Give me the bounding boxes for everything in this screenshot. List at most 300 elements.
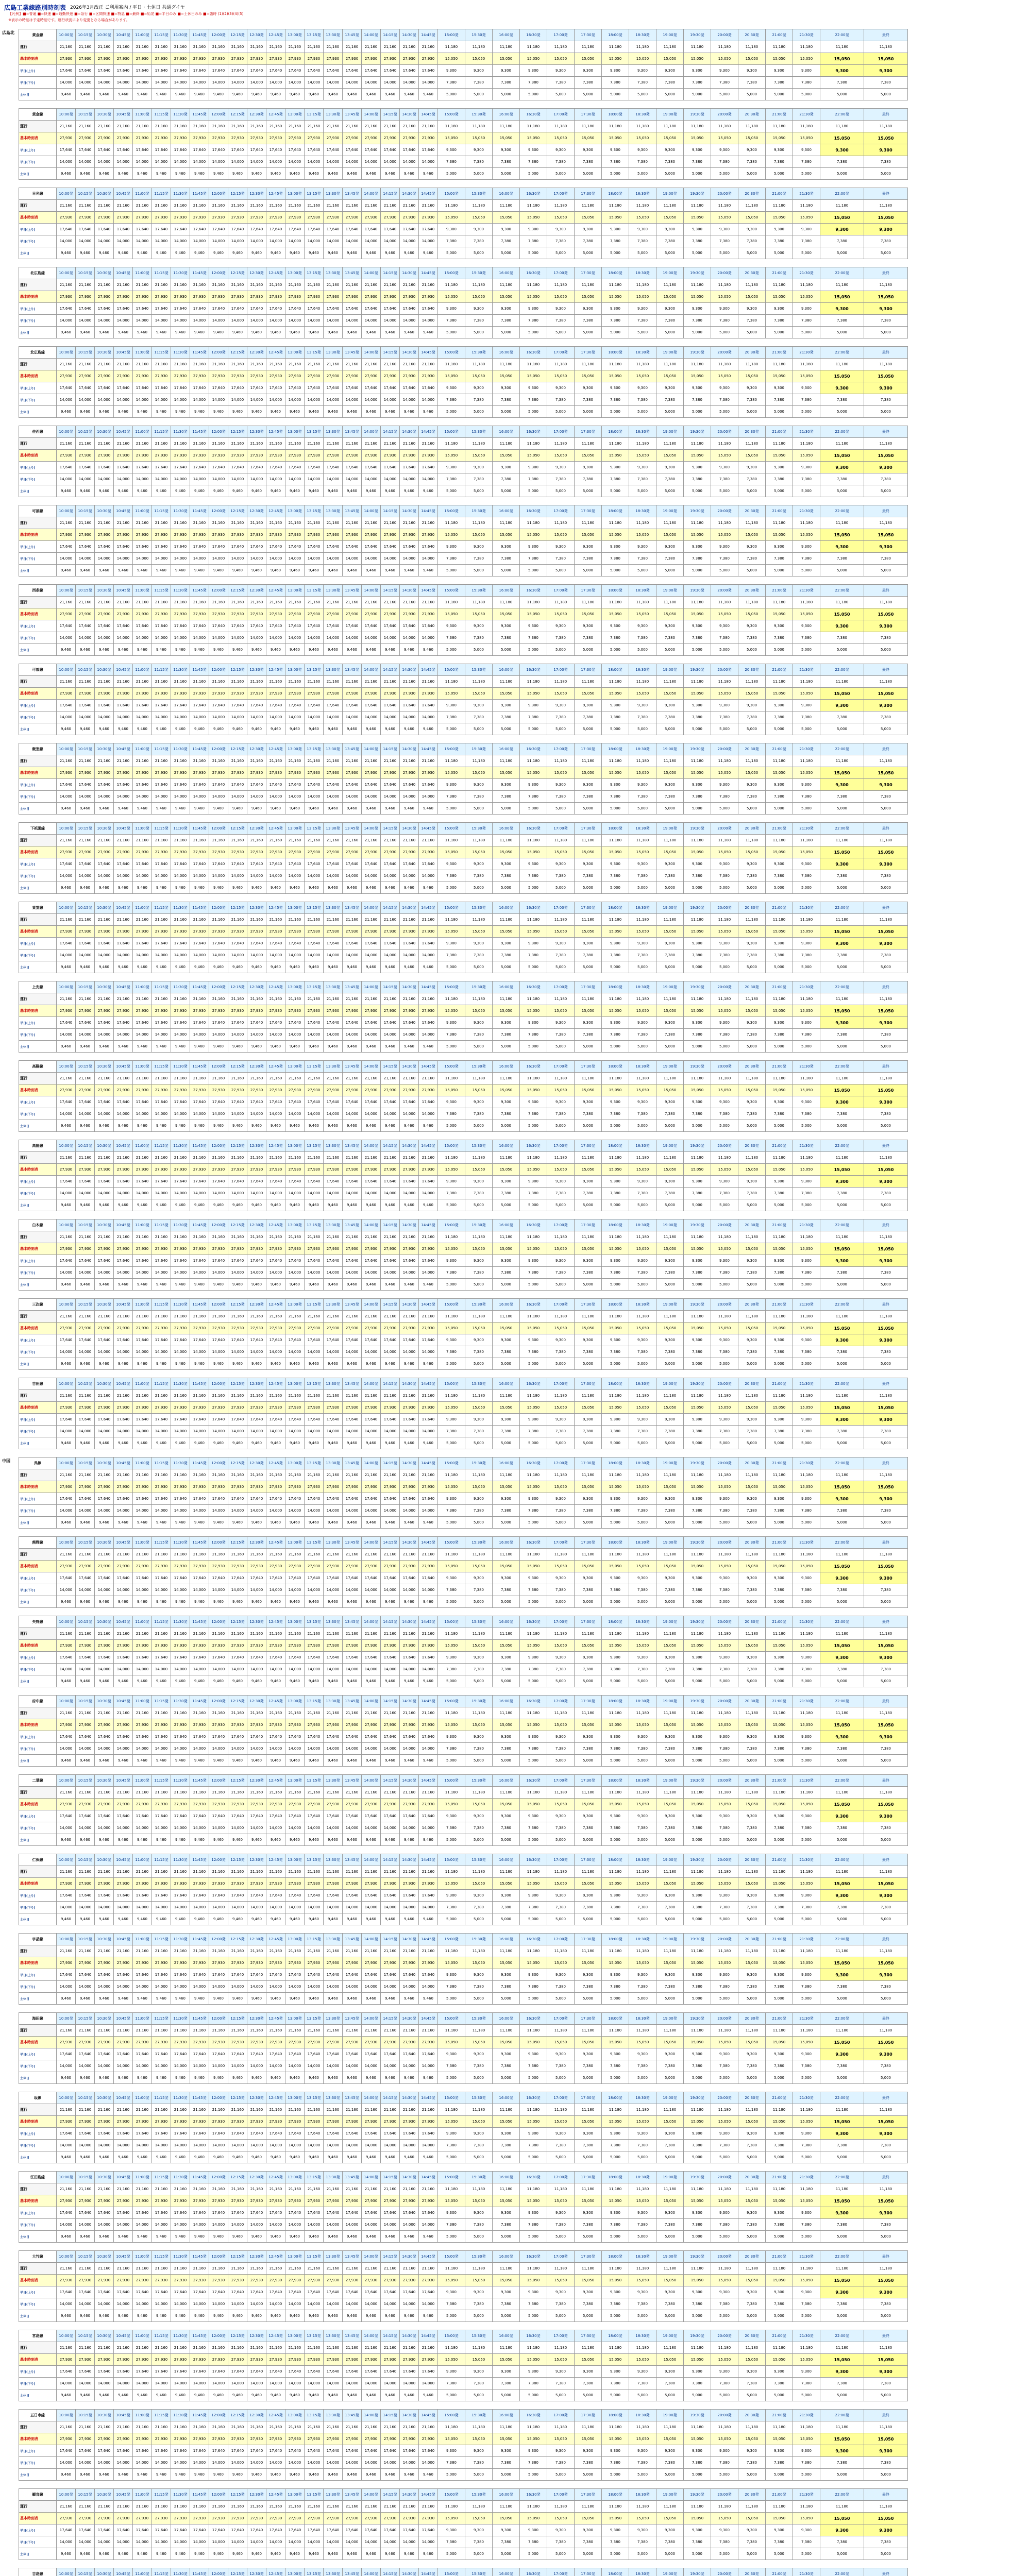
table-cell: 14,000 bbox=[133, 235, 152, 247]
table-cell: 14,000 bbox=[76, 950, 95, 961]
time-header-cell: 12:45発 bbox=[266, 1061, 285, 1073]
table-cell: 17,640 bbox=[228, 65, 247, 77]
table-cell: 14,000 bbox=[247, 1346, 266, 1358]
table-cell: 15,050 bbox=[766, 1481, 793, 1493]
row-label: 基本時刻表 bbox=[19, 212, 57, 224]
table-cell: 21,160 bbox=[285, 359, 305, 370]
table-cell: 27,930 bbox=[266, 450, 285, 462]
table-cell: 9,300 bbox=[520, 1096, 547, 1108]
table-cell: 27,930 bbox=[76, 688, 95, 700]
time-header-cell: 20:30発 bbox=[738, 743, 766, 755]
time-header-cell: 13:30発 bbox=[324, 426, 343, 438]
table-cell: 9,460 bbox=[419, 723, 438, 735]
table-cell: 9,300 bbox=[465, 858, 493, 870]
table-cell: 27,930 bbox=[57, 291, 76, 303]
table-cell: 7,380 bbox=[493, 1584, 520, 1596]
table-cell: 17,640 bbox=[247, 1017, 266, 1029]
table-cell: 11,180 bbox=[629, 993, 656, 1005]
table-cell: 11,180 bbox=[684, 438, 711, 450]
time-header-cell: 20:30発 bbox=[738, 1537, 766, 1549]
table-cell: 9,300 bbox=[493, 303, 520, 315]
table-cell: 27,930 bbox=[57, 450, 76, 462]
page-header bbox=[4, 2, 1022, 26]
table-cell: 15,050 bbox=[629, 53, 656, 65]
table-cell: 14,000 bbox=[133, 950, 152, 961]
table-cell: 27,930 bbox=[266, 212, 285, 224]
time-header-cell: 21:30発 bbox=[793, 902, 820, 914]
table-cell: 15,050 bbox=[711, 370, 738, 382]
time-header-cell: 15:00発 bbox=[438, 1299, 465, 1311]
table-cell: 14,000 bbox=[76, 156, 95, 168]
table-cell: 27,930 bbox=[419, 450, 438, 462]
table-cell: 5,000 bbox=[520, 803, 547, 815]
table-cell: 5,000 bbox=[520, 1199, 547, 1211]
table-cell: 14,000 bbox=[362, 156, 381, 168]
table-cell: 14,000 bbox=[57, 791, 76, 803]
table-cell: 17,640 bbox=[305, 1017, 324, 1029]
table-cell: 11,180 bbox=[684, 1152, 711, 1164]
table-cell: 11,180 bbox=[864, 41, 908, 53]
time-header-cell: 12:00発 bbox=[209, 981, 228, 993]
table-cell: 14,000 bbox=[190, 632, 209, 644]
time-header-cell: 14:15発 bbox=[381, 188, 400, 200]
time-header-cell: 12:45発 bbox=[266, 1537, 285, 1549]
table-cell: 27,930 bbox=[324, 608, 343, 620]
table-cell: 17,640 bbox=[95, 65, 114, 77]
table-cell: 27,930 bbox=[133, 1481, 152, 1493]
time-header-cell: 10:15発 bbox=[76, 505, 95, 517]
table-cell: 27,930 bbox=[285, 291, 305, 303]
table-cell: 15,050 bbox=[684, 767, 711, 779]
table-cell: 11,180 bbox=[438, 359, 465, 370]
table-cell: 21,160 bbox=[95, 121, 114, 132]
table-cell: 11,180 bbox=[602, 1549, 629, 1561]
table-cell: 7,380 bbox=[820, 711, 864, 723]
table-cell: 5,000 bbox=[547, 723, 575, 735]
time-header-cell: 13:45発 bbox=[343, 505, 362, 517]
table-cell: 15,050 bbox=[520, 767, 547, 779]
table-cell: 7,380 bbox=[547, 315, 575, 327]
table-cell: 9,460 bbox=[324, 803, 343, 815]
time-header-cell: 13:30発 bbox=[324, 1140, 343, 1152]
table-cell: 15,050 bbox=[602, 529, 629, 541]
table-cell: 17,640 bbox=[285, 620, 305, 632]
table-cell: 7,380 bbox=[820, 1029, 864, 1041]
time-header-cell: 12:45発 bbox=[266, 1299, 285, 1311]
time-header-cell: 17:30発 bbox=[575, 902, 602, 914]
table-cell: 27,930 bbox=[362, 1005, 381, 1017]
table-cell: 21,160 bbox=[419, 517, 438, 529]
table-cell: 27,930 bbox=[266, 291, 285, 303]
time-header-cell: 16:30発 bbox=[520, 1696, 547, 1707]
time-header-cell: 17:00発 bbox=[547, 1140, 575, 1152]
table-cell: 5,000 bbox=[864, 485, 908, 497]
timetable-grid bbox=[19, 1616, 908, 1687]
table-cell: 9,460 bbox=[247, 1358, 266, 1370]
time-header-cell: 11:45発 bbox=[190, 188, 209, 200]
table-cell: 5,000 bbox=[575, 247, 602, 259]
table-cell: 17,640 bbox=[190, 858, 209, 870]
table-cell: 11,180 bbox=[820, 1073, 864, 1084]
table-cell: 17,640 bbox=[266, 224, 285, 235]
table-cell: 27,930 bbox=[343, 1402, 362, 1414]
table-cell: 17,640 bbox=[57, 1493, 76, 1505]
table-cell: 9,460 bbox=[114, 89, 133, 100]
time-header-cell: 13:15発 bbox=[305, 1061, 324, 1073]
table-cell: 9,300 bbox=[820, 1493, 864, 1505]
table-cell: 15,050 bbox=[656, 212, 684, 224]
table-cell: 9,460 bbox=[190, 1120, 209, 1132]
row-label: 基本時刻表 bbox=[19, 291, 57, 303]
table-cell: 17,640 bbox=[114, 1652, 133, 1664]
time-header-cell: 14:00発 bbox=[362, 1299, 381, 1311]
table-cell: 17,640 bbox=[381, 224, 400, 235]
table-cell: 9,300 bbox=[711, 541, 738, 553]
table-cell: 11,180 bbox=[520, 517, 547, 529]
table-cell: 9,460 bbox=[57, 327, 76, 338]
table-cell: 9,460 bbox=[285, 1041, 305, 1053]
table-cell: 17,640 bbox=[114, 779, 133, 791]
table-cell: 9,460 bbox=[114, 723, 133, 735]
table-cell: 14,000 bbox=[76, 791, 95, 803]
table-cell: 15,050 bbox=[575, 1323, 602, 1334]
table-cell: 15,050 bbox=[793, 212, 820, 224]
table-cell: 21,160 bbox=[266, 121, 285, 132]
table-cell: 21,160 bbox=[324, 200, 343, 212]
table-cell: 14,000 bbox=[152, 950, 171, 961]
time-header-cell: 10:45発 bbox=[114, 1616, 133, 1628]
table-cell: 5,000 bbox=[575, 723, 602, 735]
time-header-cell: 12:30発 bbox=[247, 981, 266, 993]
table-cell: 15,050 bbox=[656, 1481, 684, 1493]
time-header-cell: 21:00発 bbox=[766, 1299, 793, 1311]
time-header-cell: 最終 bbox=[864, 505, 908, 517]
table-cell: 27,930 bbox=[95, 926, 114, 938]
table-cell: 21,160 bbox=[285, 121, 305, 132]
table-cell: 17,640 bbox=[209, 700, 228, 711]
table-cell: 14,000 bbox=[362, 1505, 381, 1517]
timetable-grid bbox=[19, 1536, 908, 1608]
table-cell: 15,050 bbox=[711, 1561, 738, 1572]
table-cell: 5,000 bbox=[602, 247, 629, 259]
table-cell: 15,050 bbox=[793, 1719, 820, 1731]
table-cell: 11,180 bbox=[465, 1231, 493, 1243]
time-header-cell: 15:00発 bbox=[438, 1458, 465, 1469]
table-cell: 5,000 bbox=[438, 1675, 465, 1687]
row-label: 土休日 bbox=[19, 1358, 57, 1370]
table-cell: 27,930 bbox=[190, 529, 209, 541]
row-label: 運行 bbox=[19, 359, 57, 370]
table-row bbox=[19, 938, 908, 950]
table-cell: 9,300 bbox=[438, 1572, 465, 1584]
table-cell: 5,000 bbox=[547, 565, 575, 577]
table-cell: 17,640 bbox=[133, 541, 152, 553]
time-header-cell: 14:45発 bbox=[419, 743, 438, 755]
table-cell: 14,000 bbox=[57, 394, 76, 406]
time-header-cell: 13:00発 bbox=[285, 426, 305, 438]
table-cell: 9,300 bbox=[575, 700, 602, 711]
table-cell: 21,160 bbox=[247, 1628, 266, 1640]
table-cell: 9,460 bbox=[228, 1279, 247, 1291]
table-row bbox=[19, 700, 908, 711]
table-cell: 11,180 bbox=[793, 1707, 820, 1719]
table-cell: 9,460 bbox=[324, 723, 343, 735]
table-cell: 14,000 bbox=[76, 1029, 95, 1041]
table-row bbox=[19, 1675, 908, 1687]
time-header-cell: 15:30発 bbox=[465, 1299, 493, 1311]
table-cell: 7,380 bbox=[711, 1267, 738, 1279]
time-header-cell: 14:30発 bbox=[400, 1696, 419, 1707]
table-cell: 21,160 bbox=[171, 1073, 190, 1084]
table-cell: 7,380 bbox=[864, 1029, 908, 1041]
time-header-cell: 13:30発 bbox=[324, 347, 343, 359]
time-header-cell: 21:00発 bbox=[766, 743, 793, 755]
table-cell: 15,050 bbox=[820, 212, 864, 224]
table-cell: 17,640 bbox=[343, 1096, 362, 1108]
table-cell: 17,640 bbox=[209, 1255, 228, 1267]
table-cell: 11,180 bbox=[820, 41, 864, 53]
table-cell: 9,300 bbox=[766, 1176, 793, 1188]
time-header-cell: 12:45発 bbox=[266, 267, 285, 279]
table-cell: 27,930 bbox=[114, 1243, 133, 1255]
table-cell: 9,300 bbox=[575, 779, 602, 791]
table-cell: 7,380 bbox=[766, 950, 793, 961]
time-header-cell: 11:30発 bbox=[171, 1140, 190, 1152]
table-cell: 9,460 bbox=[190, 247, 209, 259]
table-cell: 5,000 bbox=[711, 882, 738, 894]
table-cell: 9,460 bbox=[381, 1041, 400, 1053]
table-cell: 11,180 bbox=[864, 597, 908, 608]
table-cell: 17,640 bbox=[324, 779, 343, 791]
time-header-cell: 14:30発 bbox=[400, 1378, 419, 1390]
table-cell: 9,460 bbox=[343, 1596, 362, 1608]
table-cell: 17,640 bbox=[95, 858, 114, 870]
table-cell: 11,180 bbox=[656, 676, 684, 688]
time-header-cell: 17:30発 bbox=[575, 1061, 602, 1073]
table-cell: 27,930 bbox=[171, 370, 190, 382]
table-cell: 14,000 bbox=[247, 870, 266, 882]
time-header-cell: 17:00発 bbox=[547, 347, 575, 359]
row-label: 平日(上り) bbox=[19, 858, 57, 870]
table-cell: 27,930 bbox=[305, 1481, 324, 1493]
time-header-cell: 12:30発 bbox=[247, 109, 266, 121]
table-cell: 5,000 bbox=[820, 1041, 864, 1053]
table-cell: 9,300 bbox=[602, 224, 629, 235]
table-cell: 14,000 bbox=[305, 394, 324, 406]
table-cell: 11,180 bbox=[465, 517, 493, 529]
table-cell: 15,050 bbox=[575, 926, 602, 938]
table-cell: 27,930 bbox=[171, 1243, 190, 1255]
table-cell: 27,930 bbox=[152, 688, 171, 700]
table-cell: 17,640 bbox=[324, 1096, 343, 1108]
table-cell: 7,380 bbox=[602, 77, 629, 89]
table-cell: 21,160 bbox=[133, 1628, 152, 1640]
table-cell: 9,300 bbox=[656, 1493, 684, 1505]
table-cell: 5,000 bbox=[766, 723, 793, 735]
table-cell: 9,300 bbox=[602, 1652, 629, 1664]
table-cell: 17,640 bbox=[171, 938, 190, 950]
table-cell: 9,460 bbox=[114, 644, 133, 656]
time-header-cell: 14:45発 bbox=[419, 1378, 438, 1390]
table-cell: 17,640 bbox=[419, 858, 438, 870]
table-cell: 15,050 bbox=[629, 1719, 656, 1731]
table-cell: 17,640 bbox=[171, 1334, 190, 1346]
table-cell: 9,300 bbox=[738, 1572, 766, 1584]
table-cell: 9,460 bbox=[57, 1596, 76, 1608]
table-cell: 15,050 bbox=[629, 926, 656, 938]
table-cell: 9,460 bbox=[362, 1358, 381, 1370]
table-cell: 14,000 bbox=[57, 950, 76, 961]
table-cell: 9,460 bbox=[419, 1596, 438, 1608]
table-cell: 9,460 bbox=[228, 1596, 247, 1608]
table-cell: 15,050 bbox=[656, 450, 684, 462]
table-cell: 17,640 bbox=[419, 144, 438, 156]
time-header-cell: 11:30発 bbox=[171, 1537, 190, 1549]
time-header-cell: 13:45発 bbox=[343, 1537, 362, 1549]
table-cell: 27,930 bbox=[419, 1561, 438, 1572]
time-header-cell: 11:00発 bbox=[133, 505, 152, 517]
table-cell: 5,000 bbox=[575, 803, 602, 815]
table-cell: 27,930 bbox=[247, 291, 266, 303]
table-cell: 14,000 bbox=[209, 870, 228, 882]
table-cell: 15,050 bbox=[438, 370, 465, 382]
table-cell: 5,000 bbox=[864, 803, 908, 815]
line-name: 高陽線 bbox=[19, 1061, 57, 1073]
time-header-cell: 11:45発 bbox=[190, 1378, 209, 1390]
time-header-cell: 20:00発 bbox=[711, 347, 738, 359]
table-cell: 9,460 bbox=[228, 168, 247, 180]
time-header-cell: 13:00発 bbox=[285, 267, 305, 279]
row-label: 土休日 bbox=[19, 723, 57, 735]
table-cell: 21,160 bbox=[400, 200, 419, 212]
table-cell: 9,300 bbox=[493, 144, 520, 156]
table-cell: 21,160 bbox=[152, 279, 171, 291]
table-cell: 7,380 bbox=[864, 77, 908, 89]
table-cell: 14,000 bbox=[400, 315, 419, 327]
table-cell: 21,160 bbox=[57, 517, 76, 529]
time-header-cell: 22:00発 bbox=[820, 109, 864, 121]
table-cell: 9,460 bbox=[324, 961, 343, 973]
table-cell: 11,180 bbox=[793, 835, 820, 846]
table-cell: 17,640 bbox=[285, 303, 305, 315]
table-cell: 21,160 bbox=[266, 993, 285, 1005]
time-header-cell: 13:15発 bbox=[305, 1537, 324, 1549]
timetable-section bbox=[0, 1296, 1028, 1376]
table-cell: 21,160 bbox=[343, 597, 362, 608]
table-cell: 5,000 bbox=[766, 1120, 793, 1132]
time-header-cell: 14:45発 bbox=[419, 1140, 438, 1152]
table-cell: 11,180 bbox=[575, 755, 602, 767]
time-header-cell: 21:30発 bbox=[793, 1219, 820, 1231]
table-cell: 27,930 bbox=[57, 1164, 76, 1176]
table-row bbox=[19, 1616, 908, 1628]
time-header-cell: 14:00発 bbox=[362, 664, 381, 676]
row-label: 土休日 bbox=[19, 1120, 57, 1132]
row-label: 基本時刻表 bbox=[19, 1561, 57, 1572]
table-cell: 15,050 bbox=[656, 926, 684, 938]
table-cell: 21,160 bbox=[95, 1469, 114, 1481]
time-header-cell: 17:00発 bbox=[547, 1616, 575, 1628]
table-cell: 9,300 bbox=[438, 144, 465, 156]
table-cell: 14,000 bbox=[381, 950, 400, 961]
row-label: 平日(上り) bbox=[19, 1731, 57, 1743]
table-cell: 7,380 bbox=[711, 1029, 738, 1041]
table-cell: 7,380 bbox=[629, 315, 656, 327]
table-cell: 7,380 bbox=[820, 870, 864, 882]
time-header-cell: 14:15発 bbox=[381, 1616, 400, 1628]
table-cell: 14,000 bbox=[114, 315, 133, 327]
table-cell: 15,050 bbox=[793, 688, 820, 700]
table-cell: 11,180 bbox=[438, 597, 465, 608]
table-cell: 11,180 bbox=[493, 755, 520, 767]
table-cell: 27,930 bbox=[247, 53, 266, 65]
time-header-cell: 16:00発 bbox=[493, 743, 520, 755]
time-header-cell: 17:30発 bbox=[575, 664, 602, 676]
table-cell: 17,640 bbox=[305, 541, 324, 553]
time-header-cell: 22:00発 bbox=[820, 188, 864, 200]
table-cell: 9,300 bbox=[520, 382, 547, 394]
table-cell: 5,000 bbox=[465, 723, 493, 735]
table-cell: 27,930 bbox=[381, 1323, 400, 1334]
table-cell: 21,160 bbox=[133, 1707, 152, 1719]
table-cell: 14,000 bbox=[266, 1584, 285, 1596]
table-cell: 7,380 bbox=[656, 1664, 684, 1675]
table-cell: 14,000 bbox=[400, 1505, 419, 1517]
table-cell: 21,160 bbox=[114, 1549, 133, 1561]
table-cell: 17,640 bbox=[190, 303, 209, 315]
table-cell: 17,640 bbox=[190, 1731, 209, 1743]
table-cell: 5,000 bbox=[766, 1199, 793, 1211]
time-header-cell: 12:00発 bbox=[209, 585, 228, 597]
time-header-cell: 11:15発 bbox=[152, 1696, 171, 1707]
table-cell: 21,160 bbox=[190, 121, 209, 132]
table-cell: 17,640 bbox=[343, 224, 362, 235]
time-header-cell: 19:00発 bbox=[656, 1061, 684, 1073]
table-cell: 7,380 bbox=[684, 1188, 711, 1199]
table-cell: 9,460 bbox=[400, 89, 419, 100]
time-header-cell: 14:30発 bbox=[400, 1299, 419, 1311]
table-cell: 15,050 bbox=[547, 370, 575, 382]
table-cell: 7,380 bbox=[547, 235, 575, 247]
table-cell: 5,000 bbox=[438, 485, 465, 497]
table-cell: 14,000 bbox=[305, 235, 324, 247]
table-cell: 9,300 bbox=[438, 382, 465, 394]
time-header-cell: 21:00発 bbox=[766, 267, 793, 279]
table-cell: 9,460 bbox=[209, 803, 228, 815]
table-cell: 11,180 bbox=[684, 1628, 711, 1640]
table-cell: 7,380 bbox=[864, 553, 908, 565]
table-cell: 9,460 bbox=[362, 247, 381, 259]
table-cell: 17,640 bbox=[190, 779, 209, 791]
table-cell: 17,640 bbox=[362, 462, 381, 473]
time-header-cell: 最終 bbox=[864, 664, 908, 676]
table-cell: 11,180 bbox=[684, 1311, 711, 1323]
table-row bbox=[19, 676, 908, 688]
table-cell: 7,380 bbox=[520, 870, 547, 882]
table-cell: 21,160 bbox=[114, 676, 133, 688]
table-cell: 7,380 bbox=[738, 632, 766, 644]
table-cell: 5,000 bbox=[766, 89, 793, 100]
table-cell: 9,300 bbox=[793, 1017, 820, 1029]
table-cell: 14,000 bbox=[114, 553, 133, 565]
table-cell: 7,380 bbox=[465, 77, 493, 89]
table-cell: 9,300 bbox=[766, 224, 793, 235]
table-cell: 5,000 bbox=[738, 168, 766, 180]
table-cell: 21,160 bbox=[381, 200, 400, 212]
table-cell: 9,460 bbox=[209, 565, 228, 577]
table-cell: 17,640 bbox=[228, 1017, 247, 1029]
table-cell: 7,380 bbox=[820, 950, 864, 961]
